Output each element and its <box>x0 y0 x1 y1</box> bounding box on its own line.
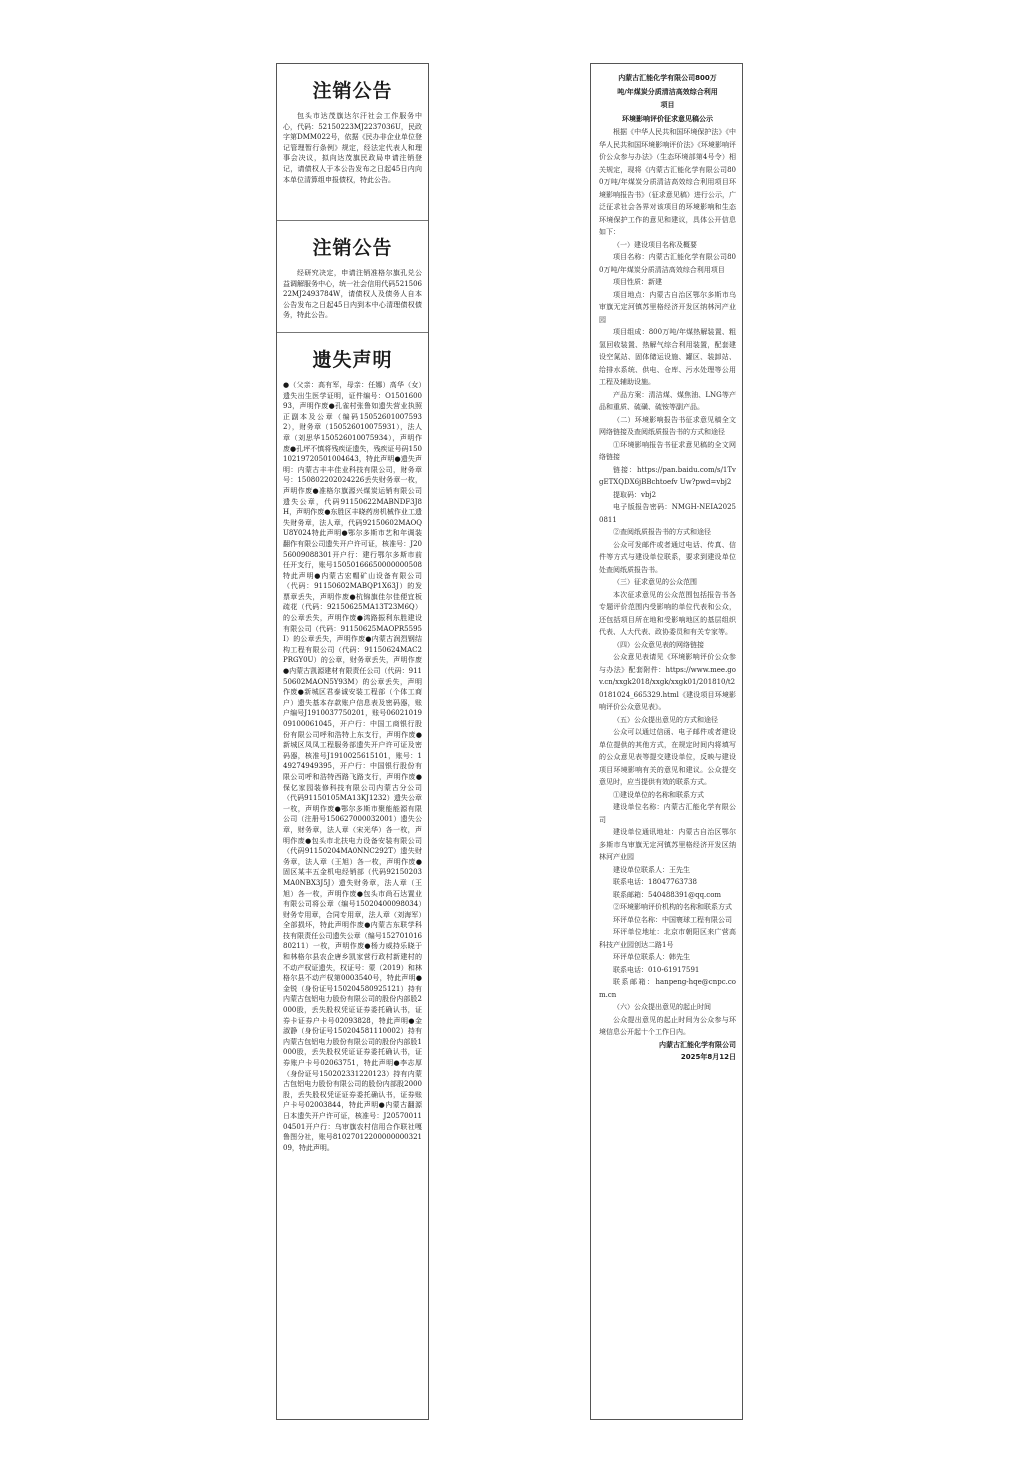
loss-statement-title: 遗失声明 <box>312 349 393 371</box>
eia-paragraph: ②查阅纸质报告书的方式和途径 <box>613 528 711 536</box>
eia-paragraph: 联系电话：18047763738 <box>613 878 697 886</box>
eia-paragraph: 联系电话：010-61917591 <box>613 965 700 974</box>
loss-statement-body: ●（父亲：高有军，母亲：任娜）高华（女）遗失出生医学证明，证件编号：O150160093，声明作废●孔雀村张鲁如遗失营业执照正副本及公章（编码150526010075932），财务章（150526010075931），法人章（刘思华150526010075934），声明作废●孔坪不慎将残疾证遗失，残疾证号码15010219720501004643，特此声明●遗失声明：内蒙古丰丰佳业科技有限公司，财务章号：150802202024226丢失财务章一枚，声明作废●准格尔旗源兴煤炭运销有限公司遗失公章，代码91150622MABNDF3J8H，声明作废●东胜区丰晓药房机械作业工遗失财务章，法人章，代码92150602MAOQU8Y024特此声明●鄂尔多斯市艺和年调装翻作有限公司遗失开户许可证，核准号：J2056009088301开户行：建行鄂尔多斯市前任开支行，账号15050166650000000508特此声明●内蒙古宏帽矿山设备有限公司（代码：91150602MABQP1X63J）的发票章丢失，声明作废●杭锦旗佳尔佳便宜板疏花（代码：92150625MA13T23M6Q）的公章丢失，声明作废●鸿路振利东胜建设有限公司（代码：91150625MAOPR5595I）的公章丢失，声明作废●内蒙古润烈钢结构工程有限公司（代码：91150624MAC2PRGY0U）的公章，财务章丢失，声明作废●内蒙古凯源建材有限责任公司（代码：91150602MAON5Y93M）的公章丢失，声明作废●新城区君泰诚安装工程部（个体工商户）遗失基本存款账户信息表及密码器，账户编号J1910037750201，账号0602101909100061045，开户行：中国工商银行股份有限公司呼和浩特上东支行，声明作废●新城区凤凤工程服务部遗失开户许可证及密码器，核准号J1910025615101，账号：149274949395，开户行：中国银行股份有限公司呼和浩特西路飞路支行，声明作废●保亿家园装修科技有限公司内蒙古分公司（代码91150105MA13KJ1232）遗失公章一枚，声明作废●鄂尔多斯市聚能能源有限公司（注册号150627000032001）遗失公章，财务章，法人章（宋光华）各一枚，声明作废●包头市北扶电力设备安装有限公司（代码91150204MA0NNC292T）遗失财务章，法人章（王旭）各一枚，声明作废●固区某丰五金机电经销部（代码92150203MA0NBX3J5J）遗失财务章，法人章（王旭）各一枚，声明作废●包头市尚石达置业有限公司将公章（编号15020400098034）财务专用章，合同专用章，法人章（刘海军）全部损坏，特此声明作废●内蒙古东联学科技有限责任公司遗失公章（编号15270101680211）一枚，声明作废●杨力威持乐晓于和林格尔县农企唐乡凯家营行政村新建村的不动产权证遗失，权证号：蒙（2019）和林格尔县不动产权第0003540号，特此声明●金锐（身份证号150204580925121）持有内蒙古包铝电力股份有限公司的股份内部股2000股，丢失股权凭证证券委托确认书，证券卡证券户卡号02093828，特此声明●金淑静（身份证号150204581110002）持有内蒙古包铝电力股份有限公司的股份内部股1000股，丢失股权凭证证券委托确认书，证券账户卡号02063751，特此声明●李志厚（身份证号150202331220123）持有内蒙古包铝电力股份有限公司的股份内部股2000股，丢失股权凭证证券委托确认书，证券账户卡号02003844，特此声明●内蒙古翻源日本遗失开户许可证，核准号：J2057001104501开户行：乌审旗农村信用合作联社嘎鲁图分社，账号8102701220000000032109，特此声明。 <box>283 381 422 1152</box>
eia-title-line: 项目 <box>660 101 675 109</box>
eia-notice-inner <box>591 64 742 1419</box>
eia-paragraph: 联系邮箱：540488391@qq.com <box>613 890 722 899</box>
eia-paragraph: 建设单位通讯地址：内蒙古自治区鄂尔多斯市乌审旗无定河镇苏里格经济开发区纳林河产业园 <box>599 828 736 861</box>
deregistration-notice-1-body: 包头市达茂旗达尔汗社会工作服务中心，代码：52150223MJ2237036U，民政字第DMM022号，依据《民办非企业单位登记管理暂行条例》规定，经法定代表人和理事会决议，拟向达茂旗民政局申请注销登记，请债权人于本公告发布之日起45日内向本单位清算组申报债权，特此公告。 <box>283 112 422 184</box>
eia-paragraph: 提取码：vbj2 <box>613 490 657 499</box>
eia-paragraph: 环评单位名称：中国寰球工程有限公司 <box>613 915 732 924</box>
eia-title-line: 环境影响评价征求意见稿公示 <box>622 114 713 123</box>
eia-public-notice-column <box>590 63 743 1420</box>
eia-paragraph: 建设单位联系人：王先生 <box>613 865 690 874</box>
eia-title-line: 吨/年煤炭分质清洁高效综合利用 <box>617 87 718 96</box>
eia-paragraph: 根据《中华人民共和国环境保护法》《中华人民共和国环境影响评价法》《环境影响评价公众参与办法》（生态环境部第4号令）相关规定，现将《内蒙古汇能化学有限公司800万吨/年煤炭分质清洁高效综合利用项目环境影响报告书》（征求意见稿）进行公示，广泛征求社会各界对该项目的环境影响和生态环境保护工作的意见和建议，具体公开信息如下： <box>599 128 736 236</box>
eia-notice-title <box>599 72 736 125</box>
eia-paragraph: （三）征求意见的公众范围 <box>613 578 697 586</box>
eia-paragraph: 环评单位地址：北京市朝阳区来广营高科技产业园创达二路1号 <box>599 928 736 949</box>
eia-signature-date: 2025年8月12日 <box>680 1053 736 1061</box>
eia-paragraph: （五）公众提出意见的方式和途径 <box>613 715 718 724</box>
eia-paragraph: 链接：https://pan.baidu.com/s/1TvgETXQDX6jBBchtoefv Uw?pwd=vbj2 <box>599 465 736 486</box>
eia-paragraph: ②环境影响评价机构的名称和联系方式 <box>613 903 732 911</box>
eia-paragraph: （二）环境影响报告书征求意见稿全文网络链接及查阅纸质报告书的方式和途径 <box>599 415 736 436</box>
eia-signature-company: 内蒙古汇能化学有限公司 <box>659 1040 736 1049</box>
eia-paragraph: 项目组成：800万吨/年煤热解装置、粗氢回收装置、热解气综合利用装置，配套建设空氮站、固体储运设施、罐区、装卸站、给排水系统、供电、仓库、污水处理等公用工程及辅助设施。 <box>599 328 736 386</box>
deregistration-notice-2-title: 注销公告 <box>312 237 393 259</box>
eia-paragraph: 本次征求意见的公众范围包括报告书各专题评价范围内受影响的单位代表和公众，还包括项目所在地和受影响地区的基层组织代表、人大代表、政协委员和有关专家等。 <box>599 590 736 636</box>
eia-paragraph: ①建设单位的名称和联系方式 <box>613 790 704 799</box>
left-notice-column <box>276 63 429 1420</box>
eia-notice-body <box>599 126 736 1039</box>
eia-paragraph: 电子版报告密码：NMGH-NEIA20250811 <box>599 503 736 524</box>
eia-paragraph: 项目地点：内蒙古自治区鄂尔多斯市乌审旗无定河镇苏里格经济开发区纳林河产业园 <box>599 290 736 324</box>
deregistration-notice-2-body: 经研究决定，申请注销准格尔旗孔兑公益调解服务中心，统一社会信用代码52150622MJ2493784W，请债权人及债务人自本公告发布之日起45日内到本中心清理债权债务，特此公告。 <box>283 269 422 320</box>
loss-statement-notice <box>277 333 428 1419</box>
deregistration-notice-1 <box>277 64 428 221</box>
deregistration-notice-2 <box>277 221 428 333</box>
eia-paragraph: （六）公众提出意见的起止时间 <box>613 1003 711 1011</box>
eia-paragraph: ①环境影响报告书征求意见稿的全文网络链接 <box>599 440 736 461</box>
deregistration-notice-1-title: 注销公告 <box>312 80 393 102</box>
eia-paragraph: 项目名称：内蒙古汇能化学有限公司800万吨/年煤炭分质清洁高效综合利用项目 <box>599 253 736 274</box>
eia-paragraph: （一）建设项目名称及概要 <box>613 240 697 249</box>
eia-paragraph: （四）公众意见表的网络链接 <box>613 640 704 649</box>
eia-paragraph: 公众可以通过信函、电子邮件或者建设单位提供的其他方式，在规定时间内将填写的公众意见表等提交建设单位，反映与建设项目环境影响有关的意见和建议。公众提交意见时，应当提供有效的联系方式。 <box>599 728 736 786</box>
eia-paragraph: 项目性质：新建 <box>613 278 662 286</box>
eia-paragraph: 公众提出意见的起止时间为公众参与环境信息公开起十个工作日内。 <box>599 1015 736 1036</box>
eia-paragraph: 公众可发邮件或者通过电话、传真、信件等方式与建设单位联系，要求到建设单位处查阅纸质报告书。 <box>599 540 736 574</box>
eia-paragraph: 建设单位名称：内蒙古汇能化学有限公司 <box>599 803 736 824</box>
eia-paragraph: 公众意见表请见《环境影响评价公众参与办法》配套附件：https://www.mee.gov.cn/xxgk2018/xxgk/xxgk01/201810/t20181024_665329.html《建设项目环境影响评价公众意见表》。 <box>599 653 736 711</box>
eia-paragraph: 联系邮箱：hanpeng-hqe@cnpc.com.cn <box>599 978 736 999</box>
eia-title-line: 内蒙古汇能化学有限公司800万 <box>618 74 717 82</box>
eia-paragraph: 产品方案：清洁煤、煤焦油、LNG等产品和重质、硫磺、硫铵等副产品。 <box>599 390 736 411</box>
eia-paragraph: 环评单位联系人：韩先生 <box>613 953 690 961</box>
